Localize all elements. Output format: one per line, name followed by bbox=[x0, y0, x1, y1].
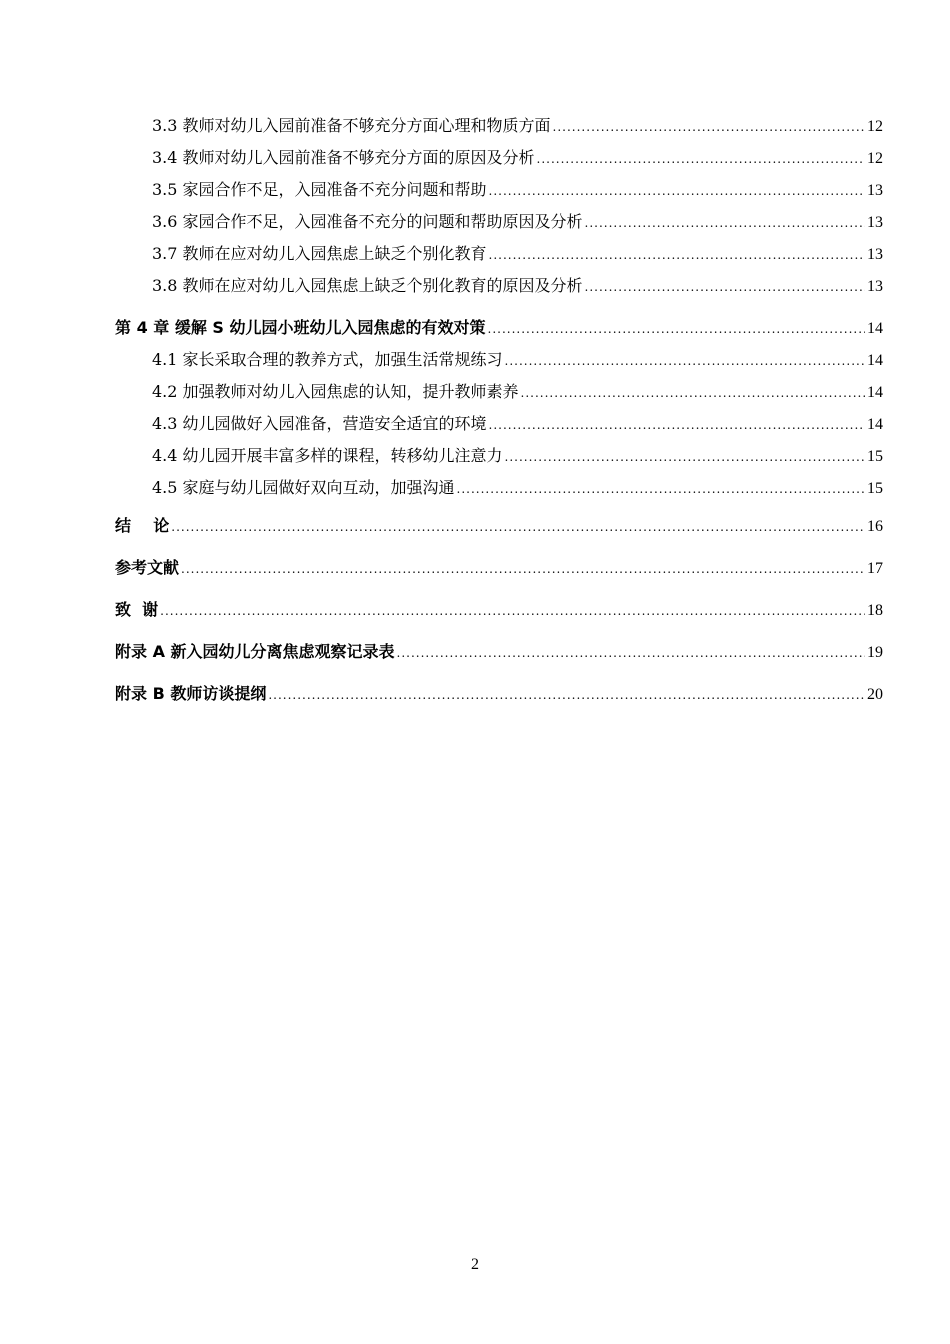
toc-entry-page: 20 bbox=[867, 686, 883, 703]
toc-leader-dots bbox=[505, 351, 865, 371]
table-of-contents bbox=[115, 116, 883, 716]
toc-leader-dots bbox=[457, 479, 865, 499]
toc-entry-references[interactable] bbox=[115, 558, 883, 590]
toc-entry-label: 4.5 家庭与幼儿园做好双向互动，加强沟通 bbox=[152, 478, 455, 497]
toc-entry-3-4[interactable] bbox=[115, 148, 883, 180]
toc-entry-3-5[interactable] bbox=[115, 180, 883, 212]
toc-leader-dots bbox=[160, 601, 865, 621]
toc-leader-dots bbox=[171, 517, 865, 537]
toc-entry-label: 4.3 幼儿园做好入园准备，营造安全适宜的环境 bbox=[152, 414, 487, 433]
toc-entry-page: 14 bbox=[867, 352, 883, 369]
toc-leader-dots bbox=[537, 149, 865, 169]
toc-entry-page: 16 bbox=[867, 518, 883, 535]
toc-entry-label: 4.4 幼儿园开展丰富多样的课程，转移幼儿注意力 bbox=[152, 446, 503, 465]
toc-leader-dots bbox=[585, 213, 865, 233]
toc-entry-label: 3.7 教师在应对幼儿入园焦虑上缺乏个别化教育 bbox=[152, 244, 487, 263]
toc-entry-label: 4.2 加强教师对幼儿入园焦虑的认知，提升教师素养 bbox=[152, 382, 519, 401]
toc-entry-label: 3.4 教师对幼儿入园前准备不够充分方面的原因及分析 bbox=[152, 148, 535, 167]
toc-entry-label: 3.6 家园合作不足，入园准备不充分的问题和帮助原因及分析 bbox=[152, 212, 583, 231]
toc-leader-dots bbox=[505, 447, 865, 467]
toc-entry-4-3[interactable] bbox=[115, 414, 883, 446]
toc-entry-conclusion[interactable] bbox=[115, 516, 883, 548]
page-number: 2 bbox=[471, 1256, 479, 1273]
toc-leader-dots bbox=[181, 559, 865, 579]
toc-entry-label: 结 论 bbox=[115, 516, 170, 535]
toc-entry-page: 19 bbox=[867, 644, 883, 661]
toc-entry-page: 14 bbox=[867, 384, 883, 401]
toc-entry-chapter-4[interactable] bbox=[115, 318, 883, 350]
toc-entry-label: 附录 B 教师访谈提纲 bbox=[115, 684, 267, 703]
toc-entry-page: 14 bbox=[867, 416, 883, 433]
toc-entry-page: 15 bbox=[867, 448, 883, 465]
toc-entry-page: 13 bbox=[867, 246, 883, 263]
toc-entry-appendix-b[interactable] bbox=[115, 684, 883, 716]
toc-entry-4-5[interactable] bbox=[115, 478, 883, 510]
toc-entry-3-8[interactable] bbox=[115, 276, 883, 308]
toc-entry-label: 第 4 章 缓解 S 幼儿园小班幼儿入园焦虑的有效对策 bbox=[115, 318, 486, 337]
toc-entry-label: 3.8 教师在应对幼儿入园焦虑上缺乏个别化教育的原因及分析 bbox=[152, 276, 583, 295]
toc-entry-page: 18 bbox=[867, 602, 883, 619]
toc-entry-3-3[interactable] bbox=[115, 116, 883, 148]
toc-entry-page: 13 bbox=[867, 214, 883, 231]
toc-entry-3-7[interactable] bbox=[115, 244, 883, 276]
toc-entry-4-4[interactable] bbox=[115, 446, 883, 478]
toc-entry-label: 3.3 教师对幼儿入园前准备不够充分方面心理和物质方面 bbox=[152, 116, 551, 135]
toc-leader-dots bbox=[397, 643, 865, 663]
toc-entry-label: 3.5 家园合作不足，入园准备不充分问题和帮助 bbox=[152, 180, 487, 199]
toc-entry-acknowledgements[interactable] bbox=[115, 600, 883, 632]
toc-entry-page: 14 bbox=[867, 320, 883, 337]
toc-leader-dots bbox=[489, 415, 865, 435]
toc-leader-dots bbox=[489, 245, 865, 265]
toc-entry-page: 17 bbox=[867, 560, 883, 577]
toc-entry-label: 参考文献 bbox=[115, 558, 180, 577]
toc-entry-page: 15 bbox=[867, 480, 883, 497]
toc-leader-dots bbox=[489, 181, 865, 201]
toc-entry-appendix-a[interactable] bbox=[115, 642, 883, 674]
toc-entry-label: 致 谢 bbox=[115, 600, 159, 619]
toc-entry-4-1[interactable] bbox=[115, 350, 883, 382]
toc-entry-label: 附录 A 新入园幼儿分离焦虑观察记录表 bbox=[115, 642, 395, 661]
toc-entry-page: 12 bbox=[867, 118, 883, 135]
toc-leader-dots bbox=[585, 277, 865, 297]
toc-leader-dots bbox=[488, 319, 865, 339]
toc-entry-page: 13 bbox=[867, 278, 883, 295]
toc-entry-3-6[interactable] bbox=[115, 212, 883, 244]
toc-entry-label: 4.1 家长采取合理的教养方式，加强生活常规练习 bbox=[152, 350, 503, 369]
toc-leader-dots bbox=[553, 117, 865, 137]
toc-leader-dots bbox=[521, 383, 865, 403]
toc-entry-page: 13 bbox=[867, 182, 883, 199]
toc-entry-page: 12 bbox=[867, 150, 883, 167]
toc-leader-dots bbox=[268, 685, 865, 705]
toc-entry-4-2[interactable] bbox=[115, 382, 883, 414]
